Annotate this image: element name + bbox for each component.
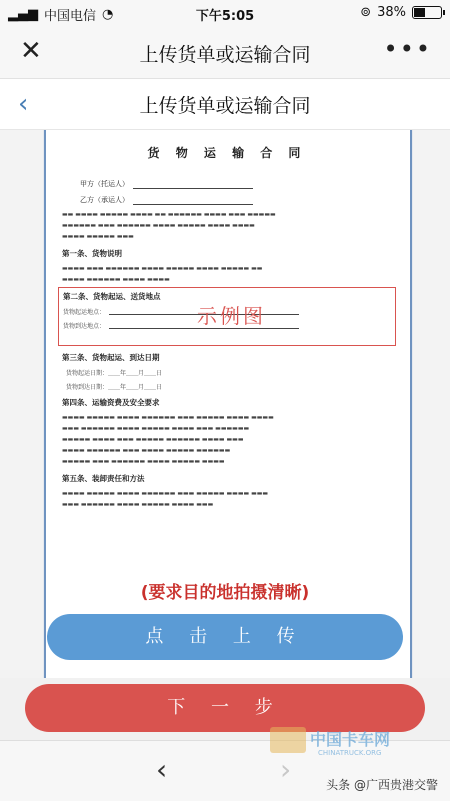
- close-icon[interactable]: ✕: [20, 36, 42, 66]
- more-dots-icon[interactable]: •••: [383, 35, 432, 63]
- highlight-box: [58, 287, 396, 346]
- party-b-row: 乙方（承运人）: [80, 195, 392, 205]
- section-4: 第四条、运输资费及安全要求: [62, 398, 160, 407]
- status-bar: [0, 0, 450, 26]
- section-3: 第三条、货物起运、到达日期: [62, 353, 160, 362]
- watermark-source: 头条 @广西贵港交警: [326, 778, 438, 792]
- sample-stamp: 示例图: [197, 304, 266, 328]
- destination-row: 货物到达地点：: [63, 321, 391, 330]
- watermark-brand-sub: CHINATRUCK.ORG: [318, 749, 382, 757]
- nav-back-icon[interactable]: ‹: [156, 753, 168, 786]
- status-time: 下午5:05: [195, 9, 255, 24]
- page-header: [0, 79, 450, 130]
- wifi-icon: ◔: [102, 7, 114, 22]
- watermark-brand: 中国卡车网: [310, 730, 391, 749]
- section-1-text: ▬▬▬▬ ▬▬▬ ▬▬▬▬▬▬ ▬▬▬▬ ▬▬▬▬▬ ▬▬▬▬ ▬▬▬▬▬ ▬▬ ▬▬▬▬ ▬▬▬▬▬▬ ▬▬▬▬ ▬▬▬▬: [62, 265, 263, 283]
- party-a-row: 甲方（托运人）: [80, 179, 392, 189]
- depart-date-row: 货物起运日期：＿＿年＿＿月＿＿日: [66, 370, 163, 377]
- origin-row: 货物起运地点：: [63, 307, 391, 316]
- nav-forward-icon[interactable]: ›: [280, 753, 292, 786]
- truck-logo-icon: [270, 727, 306, 753]
- page-title: 上传货单或运输合同: [139, 95, 311, 117]
- content-area: [0, 130, 450, 678]
- section-1: 第一条、货物说明: [62, 249, 122, 258]
- section-2: 第二条、货物起运、送货地点: [63, 292, 161, 301]
- battery-percent: 38%: [377, 5, 406, 20]
- rotation-lock-icon: ⊚: [360, 5, 372, 20]
- carrier-label: 中国电信: [44, 9, 97, 24]
- back-chevron-icon[interactable]: ‹: [18, 89, 29, 119]
- battery-icon: [412, 6, 442, 19]
- photo-requirement-note: (要求目的地拍摄清晰): [140, 583, 310, 603]
- section-4-text: ▬▬▬▬ ▬▬▬▬▬ ▬▬▬▬ ▬▬▬▬▬▬ ▬▬▬ ▬▬▬▬▬ ▬▬▬▬ ▬▬▬▬ ▬▬▬ ▬▬▬▬▬▬ ▬▬▬▬ ▬▬▬▬▬ ▬▬▬▬ ▬▬▬ ▬▬▬▬▬▬ ▬▬▬▬▬ ▬▬▬▬ ▬▬▬ ▬▬▬▬▬ ▬▬▬▬▬▬ ▬▬▬▬ ▬▬▬ ▬▬▬▬ ▬▬▬▬▬▬ ▬▬▬ ▬▬▬▬ ▬▬▬▬▬ ▬▬▬▬▬▬ ▬▬▬▬▬ ▬▬▬ ▬▬▬▬▬▬ ▬▬▬▬ ▬▬▬▬▬ ▬▬▬▬: [62, 414, 274, 465]
- contract-title: 货 物 运 输 合 同: [147, 146, 307, 160]
- next-step-button[interactable]: 下 一 步: [25, 684, 425, 732]
- browser-title: 上传货单或运输合同: [139, 44, 311, 66]
- browser-header: [0, 26, 450, 79]
- section-5-text: ▬▬▬▬ ▬▬▬▬▬ ▬▬▬▬ ▬▬▬▬▬▬ ▬▬▬ ▬▬▬▬▬ ▬▬▬▬ ▬▬▬ ▬▬▬ ▬▬▬▬▬▬ ▬▬▬▬ ▬▬▬▬▬ ▬▬▬▬ ▬▬▬: [62, 490, 269, 508]
- section-5: 第五条、装卸责任和方法: [62, 474, 145, 483]
- contract-document: [62, 144, 392, 510]
- intro-paragraph: ▬▬ ▬▬▬▬ ▬▬▬▬▬ ▬▬▬▬ ▬▬ ▬▬▬▬▬▬ ▬▬▬▬ ▬▬▬ ▬▬▬▬▬ ▬▬▬▬▬▬ ▬▬▬ ▬▬▬▬▬▬ ▬▬▬▬ ▬▬▬▬▬ ▬▬▬▬ ▬▬▬▬ ▬▬▬▬ ▬▬▬▬▬ ▬▬▬: [62, 211, 276, 240]
- upload-button[interactable]: 点 击 上 传: [47, 614, 403, 660]
- arrive-date-row: 货物到达日期：＿＿年＿＿月＿＿日: [66, 384, 163, 391]
- signal-icon: ▂▄▆: [8, 7, 38, 22]
